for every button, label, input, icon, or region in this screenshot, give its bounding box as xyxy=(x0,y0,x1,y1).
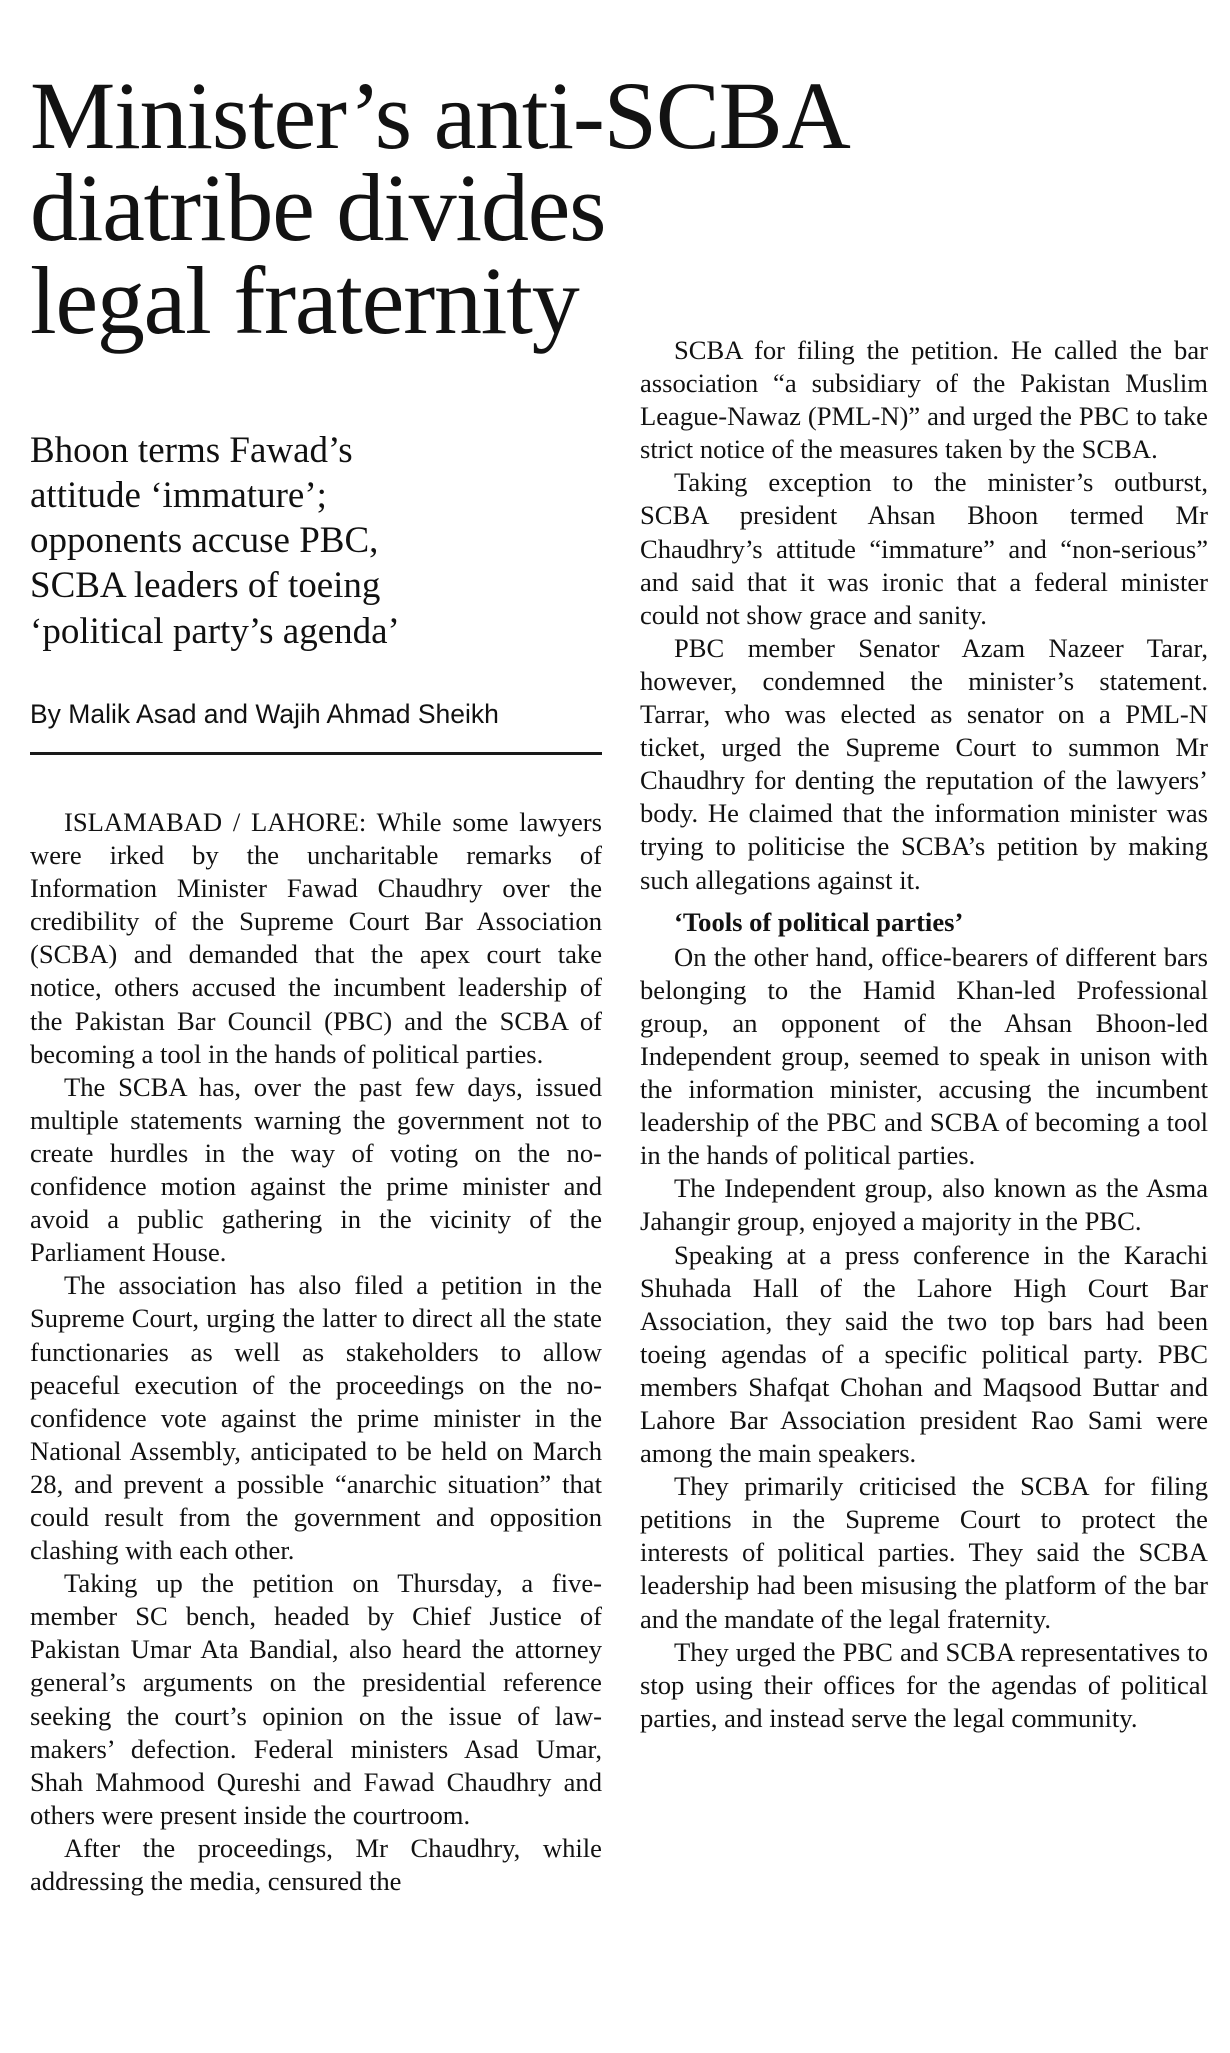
paragraph: Speaking at a press conference in the Karachi Shuhada Hall of the Lahore High Court Bar Association, they said the two top bars had been toeing agendas of a specific political party. PBC members Shafqat Chohan and Maqsood Buttar and Lahore Bar Association president Rao Sami were among the main speakers. xyxy=(640,1239,1208,1469)
paragraph: After the proceedings, Mr Chaudhry, while addressing the media, censured the xyxy=(30,1832,602,1896)
paragraph: SCBA for filing the petition. He called the bar association “a subsidiary of the Pakistan Muslim League-Nawaz (PML-N)” and urged the PBC to take strict notice of the measures taken by the SCBA. xyxy=(640,335,1208,465)
paragraph: They urged the PBC and SCBA representatives to stop using their offices for the agendas of political parties, and instead serve the legal community. xyxy=(640,1636,1208,1733)
paragraph: The association has also filed a petition in the Supreme Court, urging the latter to direct all the state functionaries as well as stakeholders to allow peaceful execution of the proceedings on the no-confidence vote against the prime minister in the National Assembly, anticipated to be held on March 28, and prevent a possible “anarchic situation” that could result from the government and opposition clashing with each other. xyxy=(30,1270,602,1566)
paragraph: Taking up the petition on Thursday, a five-member SC bench, headed by Chief Justice of Pakistan Umar Ata Bandial, also heard the attorney general’s arguments on the presidential reference seeking the court’s opinion on the issue of lawmakers’ defection. Federal ministers Asad Umar, Shah Mahmood Qureshi and Fawad Chaudhry and others were present inside the courtroom. xyxy=(30,1568,602,1830)
body-column-left xyxy=(30,806,602,1898)
deck-line-4: SCBA leaders of toeing xyxy=(30,565,381,607)
deck-line-1: Bhoon terms Fawad’s xyxy=(30,430,353,471)
deck-line-2: attitude ‘immature’; xyxy=(30,475,327,517)
byline-divider xyxy=(30,752,602,755)
section-subhead: ‘Tools of political parties’ xyxy=(674,906,964,937)
paragraph: The Independent group, also known as the Asma Jahangir group, enjoyed a majority in the PBC. xyxy=(640,1173,1208,1237)
deck-line-3: opponents accuse PBC, xyxy=(30,520,379,562)
paragraph: They primarily criticised the SCBA for filing petitions in the Supreme Court to protect the interests of political parties. They said the SCBA leadership had been misusing the platform of the bar and the mandate of the legal fraternity. xyxy=(640,1471,1208,1634)
paragraph: Taking exception to the minister’s outburst, SCBA president Ahsan Bhoon termed Mr Chaudhry’s attitude “immature” and “non-serious” and said that it was ironic that a federal minister could not show grace and sanity. xyxy=(640,467,1208,630)
article-deck xyxy=(30,428,590,654)
paragraph: On the other hand, office-bearers of different bars belonging to the Hamid Khan-led Professional group, an opponent of the Ahsan Bhoon-led Independent group, seemed to speak in unison with the information minister, accusing the incumbent leadership of the PBC and SCBA of becoming a tool in the hands of political parties. xyxy=(640,941,1208,1171)
paragraph: ISLAMABAD / LAHORE: While some lawyers were irked by the uncharitable remarks of Information Minister Fawad Chaudhry over the credibility of the Supreme Court Bar Association (SCBA) and demanded that the apex court take notice, others accused the incumbent leadership of the Pakistan Bar Council (PBC) and the SCBA of becoming a tool in the hands of political parties. xyxy=(30,807,602,1069)
paragraph: PBC member Senator Azam Nazeer Tarar, however, condemned the minister’s statement. Tarrar, who was elected as senator on a PML-N ticket, urged the Supreme Court to summon Mr Chaudhry for denting the reputation of the lawyers’ body. He claimed that the information minister was trying to politicise the SCBA’s petition by making such allegations against it. xyxy=(640,632,1208,895)
page-title xyxy=(30,62,1205,354)
body-column-right xyxy=(640,334,1208,1735)
paragraph: The SCBA has, over the past few days, issued multiple statements warning the government not to create hurdles in the way of voting on the no-confidence motion against the prime minister and avoid a public gathering in the vicinity of the Parliament House. xyxy=(30,1071,602,1268)
deck-line-5: ‘political party’s agenda’ xyxy=(30,610,400,652)
headline-line-3: legal fraternity xyxy=(30,246,579,354)
byline: By Malik Asad and Wajih Ahmad Sheikh xyxy=(30,699,499,729)
headline-line-1: Minister’s anti-SCBA xyxy=(30,62,850,170)
headline-line-2: diatribe divides xyxy=(30,154,606,262)
